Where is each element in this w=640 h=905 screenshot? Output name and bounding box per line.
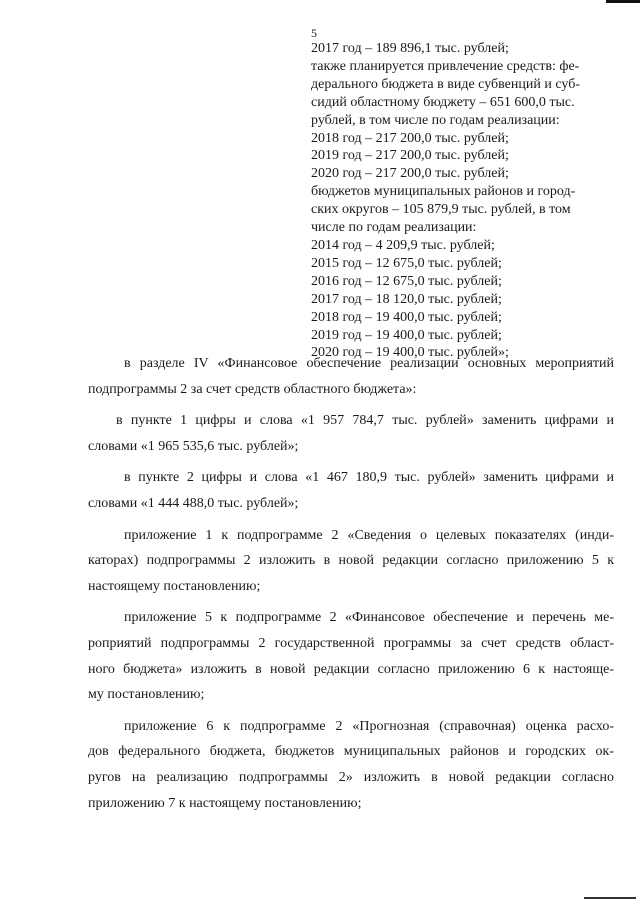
paragraph-line: приложению 7 к настоящему постановлению; (88, 795, 362, 811)
paragraph-line: в пункте 1 цифры и слова «1 957 784,7 тыс. рублей» заменить цифрами и (116, 413, 614, 429)
paragraph-appendix-6 (88, 714, 614, 816)
paragraph-line: в пункте 2 цифры и слова «1 467 180,9 тыс. рублей» заменить цифрами и (124, 470, 614, 486)
funding-line: 2018 год – 19 400,0 тыс. рублей; (311, 309, 502, 325)
scan-mark-top (606, 0, 640, 3)
paragraph-line: настоящему постановлению; (88, 578, 261, 594)
funding-line: 2014 год – 4 209,9 тыс. рублей; (311, 237, 495, 253)
funding-line: 2018 год – 217 200,0 тыс. рублей; (311, 130, 509, 146)
paragraph-line: ного бюджета» изложить в новой редакции согласно приложению 6 к настояще- (88, 661, 614, 677)
page-number: 5 (311, 26, 317, 40)
funding-line: рублей, в том числе по годам реализации: (311, 112, 560, 128)
funding-line: 2020 год – 19 400,0 тыс. рублей»; (311, 345, 509, 361)
paragraph-line: подпрограммы 2 за счет средств областного бюджета»: (88, 381, 417, 397)
paragraph-point-1 (88, 408, 614, 459)
paragraph-appendix-1 (88, 523, 614, 600)
paragraph-line: дов федерального бюджета, бюджетов муниципальных районов и городских ок- (88, 744, 614, 760)
paragraph-line: каторах) подпрограммы 2 изложить в новой редакции согласно приложению 5 к (88, 553, 614, 569)
paragraph-line: словами «1 965 535,6 тыс. рублей»; (88, 438, 299, 454)
funding-line: 2017 год – 189 896,1 тыс. рублей; (311, 41, 509, 56)
funding-line: числе по годам реализации: (311, 220, 477, 236)
paragraph-line: приложение 5 к подпрограмме 2 «Финансовое обеспечение и перечень ме- (124, 610, 614, 626)
paragraph-line: приложение 6 к подпрограмме 2 «Прогнозная (справочная) оценка расхо- (124, 718, 614, 734)
funding-line: сидий областному бюджету – 651 600,0 тыс. (311, 94, 575, 110)
funding-line: ских округов – 105 879,9 тыс. рублей, в том (311, 202, 571, 218)
funding-line: 2016 год – 12 675,0 тыс. рублей; (311, 273, 502, 289)
funding-summary-column (311, 40, 611, 362)
paragraph-line: словами «1 444 488,0 тыс. рублей»; (88, 495, 299, 511)
funding-line: 2019 год – 19 400,0 тыс. рублей; (311, 327, 502, 343)
paragraph-line: в разделе IV «Финансовое обеспечение реализации основных мероприятий (124, 356, 614, 371)
funding-line: 2020 год – 217 200,0 тыс. рублей; (311, 166, 509, 182)
paragraph-line: ругов на реализацию подпрограммы 2» изложить в новой редакции согласно (88, 769, 614, 785)
paragraph-point-2 (88, 465, 614, 516)
paragraph-section-iv (88, 351, 614, 402)
funding-line: дерального бюджета в виде субвенций и суб- (311, 76, 580, 92)
funding-line: также планируется привлечение средств: фе- (311, 58, 580, 74)
paragraph-line: роприятий подпрограммы 2 государственной программы за счет средств област- (88, 635, 614, 651)
funding-line: 2015 год – 12 675,0 тыс. рублей; (311, 255, 502, 271)
paragraph-line: му постановлению; (88, 687, 205, 703)
amendment-text (88, 351, 614, 822)
scan-mark-bottom (584, 897, 636, 899)
funding-line: бюджетов муниципальных районов и город- (311, 184, 576, 200)
funding-line: 2017 год – 18 120,0 тыс. рублей; (311, 291, 502, 307)
funding-line: 2019 год – 217 200,0 тыс. рублей; (311, 148, 509, 164)
paragraph-appendix-5 (88, 605, 614, 707)
paragraph-line: приложение 1 к подпрограмме 2 «Сведения о целевых показателях (инди- (124, 527, 614, 543)
